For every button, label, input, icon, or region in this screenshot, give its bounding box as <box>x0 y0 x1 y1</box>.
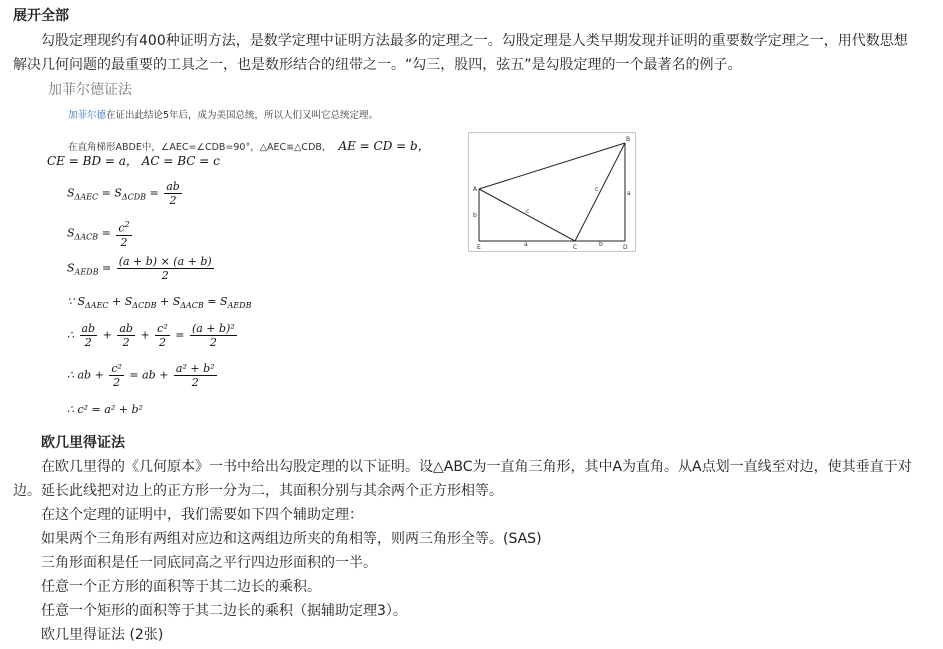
euclid-gallery-link[interactable]: 欧几里得证法 (2张) <box>41 627 164 643</box>
euclid-p2: 在这个定理的证明中，我们需要如下四个辅助定理： <box>41 507 363 523</box>
garfield-intro-text: 在证出此结论5年后，成为美国总统，所以人们又叫它总统定理。 <box>106 110 379 121</box>
lemma-4: 任意一个矩形的面积等于其二边长的乘积（据辅助定理3）。 <box>41 603 407 619</box>
side-c-cb-label: c <box>595 186 599 193</box>
equation-5: ∴ $\frac{ab}{2}$ + $\frac{ab}{2}$ + $\frac{\text{c²}}{2}$ = $\frac{\text{(a + b)²}}{2}$ <box>67 322 235 349</box>
equation-7: ∴ c² = a² + b² <box>67 403 143 416</box>
euclid-p1-line-2: 边。延长此线把对边上的正方形一分为二，其面积分别与其余两个正方形相等。 <box>13 483 503 499</box>
expand-all-link[interactable]: 展开全部 <box>13 8 69 24</box>
vertex-d-label: D <box>623 244 628 251</box>
vertex-a-label: A <box>473 186 478 193</box>
edge-ac <box>479 189 575 241</box>
garfield-setup-text: 在直角梯形ABDE中，∠AEC=∠CDB=90°，△AEC≌△CDB， <box>68 142 332 153</box>
garfield-setup-math-2: CE = BD = a， AC = BC = c <box>47 154 220 168</box>
equation-4: ∵ $S_{\Delta AEC} + S_{\Delta CDB} + S_{\Delta ACB} = S_{AEDB}$ <box>67 295 252 311</box>
intro-line-1: 勾股定理现约有400种证明方法，是数学定理中证明方法最多的定理之一。勾股定理是人类早期发现并证明的重要数学定理之一，用代数思想 <box>41 33 908 49</box>
garfield-setup-math-1: AE = CD = b， <box>338 139 430 153</box>
side-b-bottom-label: b <box>599 241 603 248</box>
euclid-heading: 欧几里得证法 <box>41 435 125 451</box>
equation-3: $S_{AEDB}$ = $\frac{(a + b) \times (a + b)}{2}$ <box>67 255 212 282</box>
lemma-1: 如果两个三角形有两组对应边和这两组边所夹的角相等，则两三角形全等。(SAS) <box>41 531 542 547</box>
garfield-name-link[interactable]: 加菲尔德 <box>68 110 107 121</box>
trapezoid-svg <box>469 133 635 251</box>
lemma-2: 三角形面积是任一同底同高之平行四边形面积的一半。 <box>41 555 377 571</box>
lemma-3: 任意一个正方形的面积等于其二边长的乘积。 <box>41 579 321 595</box>
garfield-trapezoid-figure <box>468 132 636 252</box>
intro-line-2: 解决几何问题的最重要的工具之一，也是数形结合的纽带之一。“勾三，股四，弦五”是勾股定理的一个最著名的例子。 <box>13 57 742 73</box>
garfield-intro <box>68 107 378 121</box>
euclid-p1-line-1: 在欧几里得的《几何原本》一书中给出勾股定理的以下证明。设△ABC为一直角三角形，其中A为直角。从A点划一直线至对边，使其垂直于对 <box>41 459 912 475</box>
side-a-right-label: a <box>627 190 631 197</box>
side-c-ac-label: c <box>526 208 530 215</box>
equation-1: $S_{\Delta AEC} = S_{\Delta CDB}$ = $\frac{ab}{2}$ <box>67 180 180 207</box>
vertex-c-label: C <box>573 244 578 251</box>
edge-cb <box>575 143 625 241</box>
vertex-b-label: B <box>626 136 631 143</box>
equation-2: $S_{\Delta ACB}$ = $\frac{c^2}{2}$ <box>67 220 130 249</box>
equation-6: ∴ ab + $\frac{\text{c²}}{2}$ = ab + $\frac{\text{a² + b²}}{2}$ <box>67 362 215 389</box>
side-a-bottom-label: a <box>524 241 528 248</box>
vertex-e-label: E <box>477 244 481 251</box>
edge-ab <box>479 143 625 189</box>
side-b-left-label: b <box>473 212 477 219</box>
garfield-heading: 加菲尔德证法 <box>48 82 132 98</box>
